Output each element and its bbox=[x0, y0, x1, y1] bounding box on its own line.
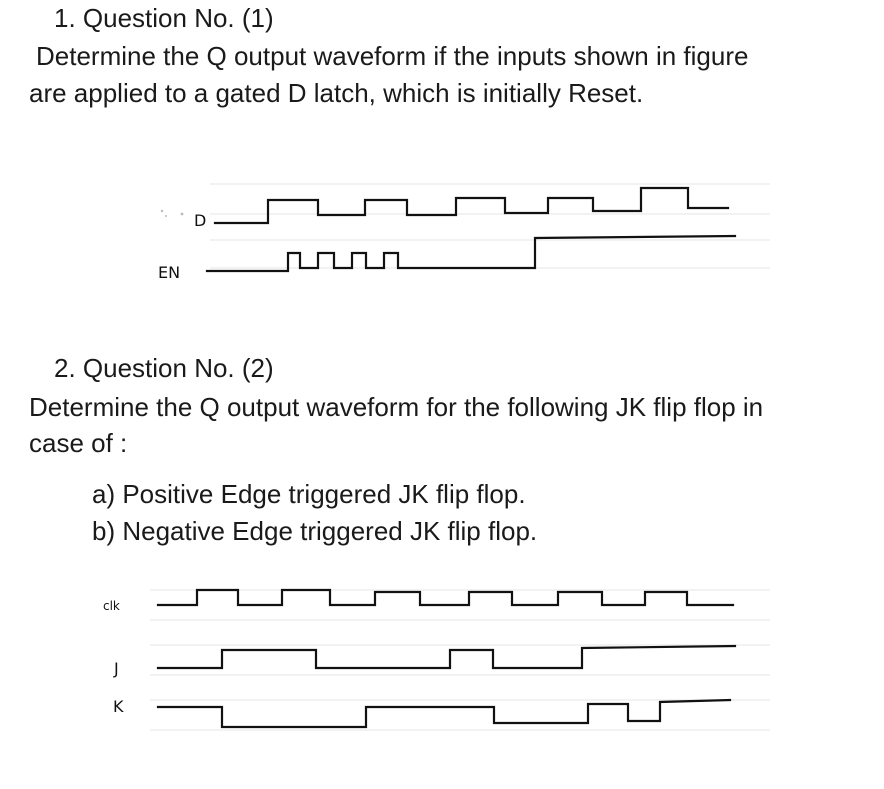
j-waveform bbox=[158, 646, 735, 668]
question-2-text-line-2: case of : bbox=[29, 428, 128, 458]
q2-guide-lines bbox=[150, 590, 770, 730]
clk-waveform bbox=[158, 590, 733, 605]
question-2-option-b: b) Negative Edge triggered JK flip flop. bbox=[92, 516, 538, 546]
question-2-heading: 2. Question No. (2) bbox=[54, 353, 274, 383]
k-waveform bbox=[158, 700, 730, 727]
j-signal-label: J bbox=[114, 659, 119, 678]
question-1-heading: 1. Question No. (1) bbox=[54, 3, 274, 33]
question-1-text-line-1: Determine the Q output waveform if the inputs shown in figure bbox=[36, 41, 749, 71]
clk-signal-label: clk bbox=[103, 599, 120, 613]
question-2-text-line-1: Determine the Q output waveform for the following JK flip flop in bbox=[29, 392, 764, 422]
k-signal-label: K bbox=[113, 697, 124, 716]
question-2-option-a: a) Positive Edge triggered JK flip flop. bbox=[92, 479, 526, 509]
d-signal-label: D bbox=[194, 211, 207, 230]
en-signal-label: EN bbox=[158, 263, 181, 282]
question-1-text-line-2: are applied to a gated D latch, which is initially Reset. bbox=[29, 78, 644, 108]
